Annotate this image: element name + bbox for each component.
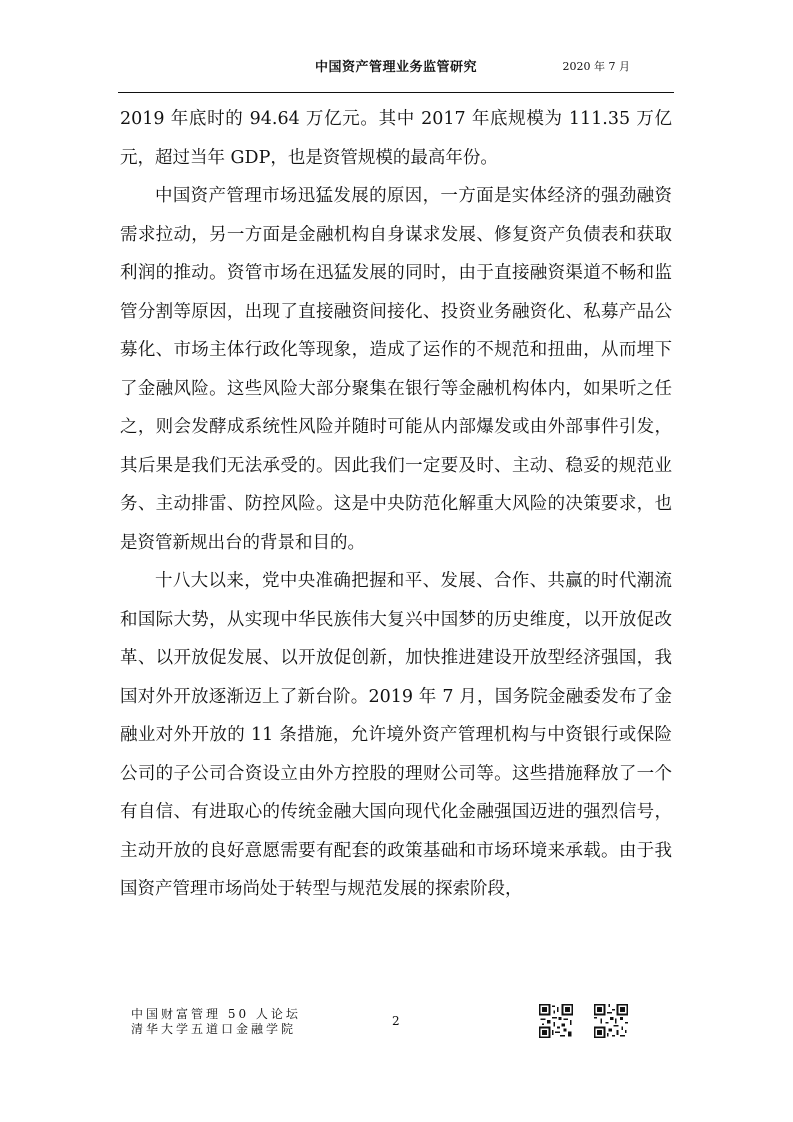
header-title: 中国资产管理业务监管研究 — [314, 60, 477, 75]
paragraph-3: 十八大以来，党中央准确把握和平、发展、合作、共赢的时代潮流和国际大势，从实现中华民族伟大复兴中国梦的历史维度，以开放促改革、以开放促发展、以开放促创新，加快推进建设开放型经济强国，我国对外开放逐渐迈上了新台阶。2019 年 7 月，国务院金融委发布了金融业对外开放的 11 条措施，允许境外资产管理机构与中资银行或保险公司的子公司合资设立由外方控股的理财公司等。这些措施释放了一个有自信、有进取心的传统金融大国向现代化金融强国迈进的强烈信号，主动开放的良好意愿需要有配套的政策基础和市场环境来承载。由于我国资产管理市场尚处于转型与规范发展的探索阶段， — [120, 571, 672, 899]
header-divider — [118, 92, 674, 93]
page-number: 2 — [392, 1014, 400, 1028]
paragraph-1: 2019 年底时的 94.64 万亿元。其中 2017 年底规模为 111.35 万亿元，超过当年 GDP，也是资管规模的最高年份。 — [120, 109, 672, 168]
footer-line-1: 中国财富管理 50 人论坛 — [131, 1007, 301, 1021]
page-header — [118, 52, 674, 82]
body-text — [120, 100, 672, 909]
header-date: 2020 年 7 月 — [562, 60, 630, 73]
qr-code-icon — [594, 1004, 628, 1038]
footer-line-2: 清华大学五道口金融学院 — [131, 1022, 297, 1036]
qr-code-icon — [539, 1004, 573, 1038]
footer-organization — [131, 1007, 301, 1037]
paragraph-2: 中国资产管理市场迅猛发展的原因，一方面是实体经济的强劲融资需求拉动，另一方面是金融机构自身谋求发展、修复资产负债表和获取利润的推动。资管市场在迅猛发展的同时，由于直接融资渠道不畅和监管分割等原因，出现了直接融资间接化、投资业务融资化、私募产品公募化、市场主体行政化等现象，造成了运作的不规范和扭曲，从而埋下了金融风险。这些风险大部分聚集在银行等金融机构体内，如果听之任之，则会发酵成系统性风险并随时可能从内部爆发或由外部事件引发，其后果是我们无法承受的。因此我们一定要及时、主动、稳妥的规范业务、主动排雷、防控风险。这是中央防范化解重大风险的决策要求，也是资管新规出台的背景和目的。 — [120, 186, 672, 553]
